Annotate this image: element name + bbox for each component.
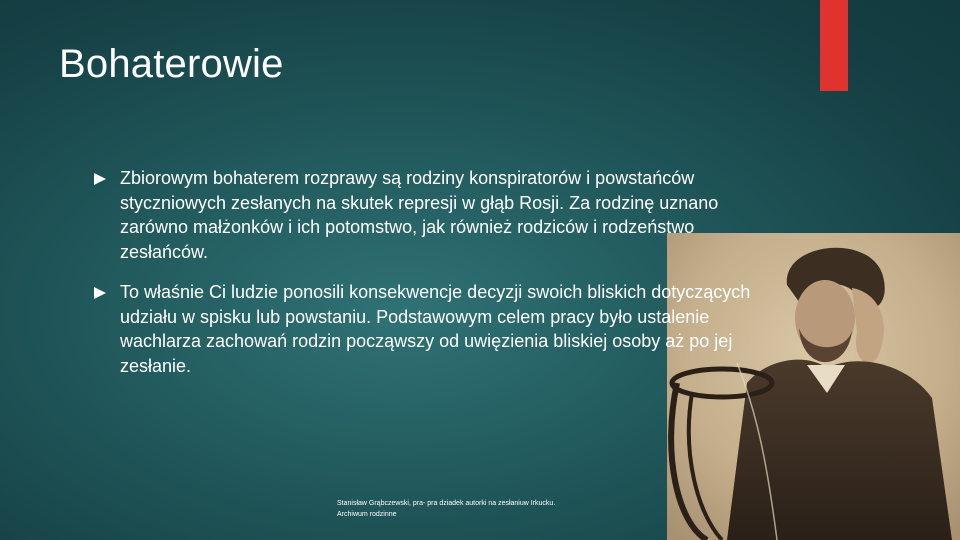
photo-caption: Stanisław Grąbczewski, pra- pra dziadek autorki na zesłaniuw Irkucku. Archiwum rodzinne [337,500,556,518]
bullet-item [93,280,773,378]
accent-bar [820,0,848,91]
bullet-list [93,166,773,394]
bullet-item [93,166,773,264]
bullet-text: Zbiorowym bohaterem rozprawy są rodziny konspiratorów i powstańców styczniowych zesłanych na skutek represji w głąb Rosji. Za rodzinę uznano zarówno małżonków i ich potomstwo, jak również rodziców i rodzeństwo zesłańców. [120,168,719,262]
slide-title: Bohaterowie [59,42,284,86]
bullet-text: To właśnie Ci ludzie ponosili konsekwencje decyzji swoich bliskich dotyczących udziału w spisku lub powstaniu. Podstawowym celem pracy było ustalenie wachlarza zachowań rodzin począwszy od uwięzienia bliskiej osoby aż po jej zesłanie. [120,282,751,376]
right-triangle-bullet-icon [93,172,107,186]
right-triangle-bullet-icon [93,286,107,300]
